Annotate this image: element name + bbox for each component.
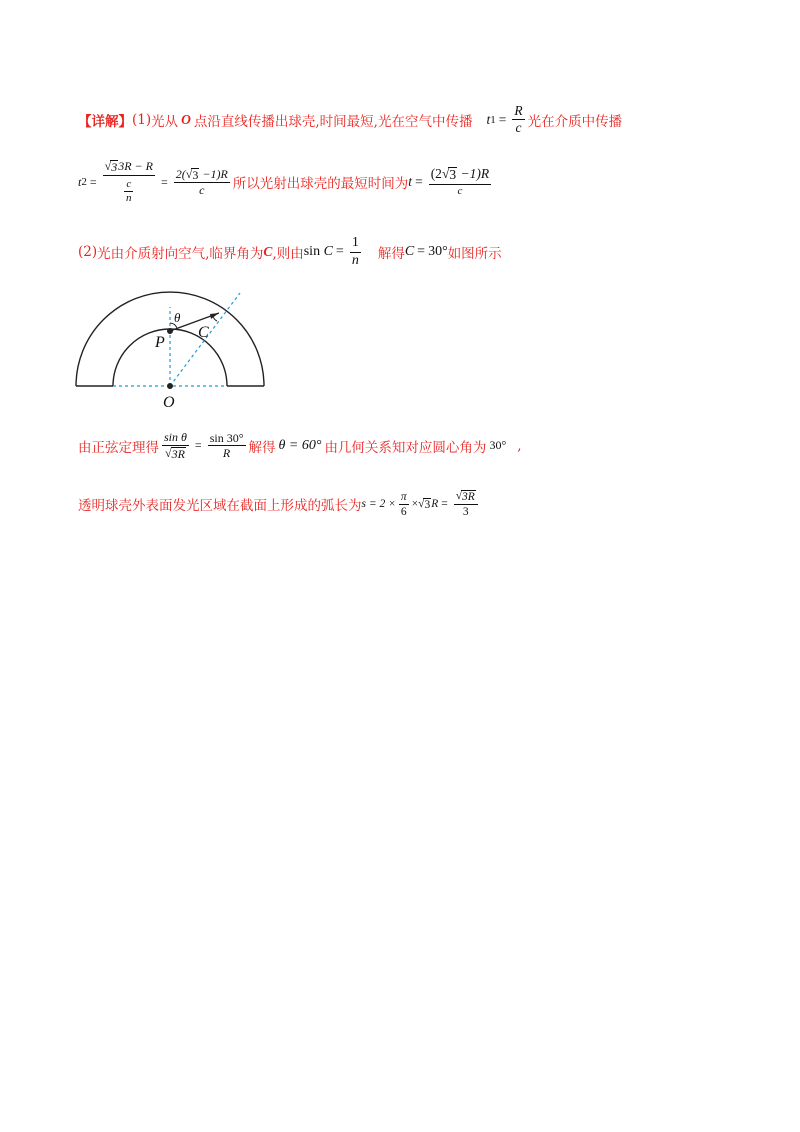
- part-2-label: (2): [78, 244, 98, 261]
- text-segment: 点沿直线传播出球壳,时间最短,光在空气中传播: [193, 113, 473, 130]
- fraction: [208, 432, 246, 460]
- text-segment: 由正弦定理得: [78, 439, 159, 456]
- numerator: π: [399, 491, 409, 505]
- var-r: R: [431, 498, 439, 511]
- fraction: (2 √ 3 −1)R c: [430, 166, 490, 197]
- text-segment: 光从: [151, 113, 179, 130]
- o-label: O: [163, 394, 175, 411]
- expr-part: s = 2 ×: [361, 498, 396, 511]
- solution-line-1: [78, 104, 622, 135]
- ray-arrowhead: [210, 313, 219, 319]
- point-p: [167, 328, 173, 334]
- solution-line-3: [78, 236, 502, 268]
- theta-label: θ: [174, 310, 181, 325]
- numerator: 1: [350, 236, 361, 253]
- text-segment: 透明球壳外表面发光区域在截面上形成的弧长为: [78, 498, 362, 515]
- sin-fn: sin: [303, 244, 321, 260]
- formula-t: t = (2 √ 3 −1)R c: [408, 166, 490, 197]
- var-t: t: [78, 174, 82, 189]
- var-t: t: [408, 174, 413, 190]
- detail-tag: 【详解】: [78, 113, 132, 130]
- fraction: √ 3R 3: [454, 490, 478, 518]
- numerator-part: 2(: [175, 166, 186, 181]
- point-o-label: O: [181, 111, 191, 127]
- formula-t2: t 2 = √ 3 3R − R $\frac{c}{n}$ = 2( √ 3 −1)R c: [78, 159, 228, 205]
- formula-sinc: sin C = $\frac{1}{n}$: [303, 235, 359, 268]
- numerator: sin 30°: [209, 430, 244, 445]
- hemispherical-shell-diagram: [70, 285, 280, 415]
- text-segment: 解得: [377, 246, 405, 263]
- part-1-label: (1): [132, 111, 152, 128]
- point-o: [167, 383, 173, 389]
- numerator-part: −1)R: [457, 166, 490, 182]
- text-segment: 解得: [248, 439, 276, 456]
- solution-line-2: [78, 160, 494, 205]
- numerator-part: (2: [430, 166, 442, 182]
- inner-denominator: n: [126, 192, 132, 205]
- denominator: c: [199, 183, 205, 198]
- numerator: 3R − R: [118, 159, 153, 173]
- formula-sine-rule: sin θ √ 3R = $\frac{\sin 30^\circ}{R}$: [164, 430, 244, 461]
- var-c: C: [323, 244, 333, 260]
- denominator: 6: [400, 505, 407, 518]
- radicand: 3: [424, 498, 431, 511]
- fraction: [512, 104, 524, 135]
- theta-result: θ = 60°: [278, 437, 322, 453]
- solution-line-5: [78, 490, 481, 518]
- text-segment: 由几何关系知对应圆心角为: [324, 439, 487, 456]
- formula-arc-length: s = 2 × $\frac{\pi}{6}$ × √ 3 R = √ 3R 3: [362, 490, 481, 518]
- fraction: [350, 236, 361, 268]
- subscript: 2: [81, 176, 87, 189]
- formula-t1: t 1 = $\frac{R}{c}$: [486, 103, 523, 136]
- radicand: 3: [449, 167, 457, 183]
- c-label: C: [198, 324, 209, 341]
- times-sign: ×: [411, 498, 419, 511]
- formula-c-result: C = 30°: [404, 244, 448, 260]
- text-segment: 光在介质中传播: [527, 113, 623, 130]
- result-value: 30°: [428, 244, 448, 260]
- denominator: 3: [462, 506, 469, 519]
- var-c: C: [404, 244, 415, 260]
- radicand: 3R: [171, 446, 185, 461]
- p-label: P: [155, 334, 165, 351]
- fraction: [399, 491, 409, 518]
- fraction: 2( √ 3 −1)R c: [175, 166, 228, 198]
- text-segment: ,: [517, 437, 522, 454]
- numerator: R: [512, 104, 524, 120]
- var-c: C: [263, 244, 273, 260]
- radicand: 3: [192, 167, 199, 182]
- text-segment: 如图所示: [447, 246, 502, 263]
- angle-result: 30°: [489, 438, 507, 453]
- denominator: c: [457, 184, 463, 197]
- denominator: n: [351, 252, 359, 268]
- text-segment: 光由介质射向空气,临界角为: [97, 246, 264, 263]
- text-segment: ,则由: [272, 246, 304, 263]
- radicand: 3R: [462, 491, 475, 503]
- solution-line-4: [78, 431, 522, 460]
- fraction: √ 3 3R − R $\frac{c}{n}$: [104, 159, 153, 205]
- var-t: t: [486, 111, 491, 127]
- fraction: sin θ √ 3R: [164, 430, 187, 461]
- subscript: 1: [490, 113, 496, 126]
- denominator: c: [515, 120, 522, 136]
- inner-numerator: c: [124, 179, 133, 193]
- numerator-part: −1)R: [199, 166, 228, 181]
- numerator: sin θ: [164, 430, 187, 444]
- denominator: R: [222, 446, 231, 461]
- text-segment: 所以光射出球壳的最短时间为: [232, 176, 409, 193]
